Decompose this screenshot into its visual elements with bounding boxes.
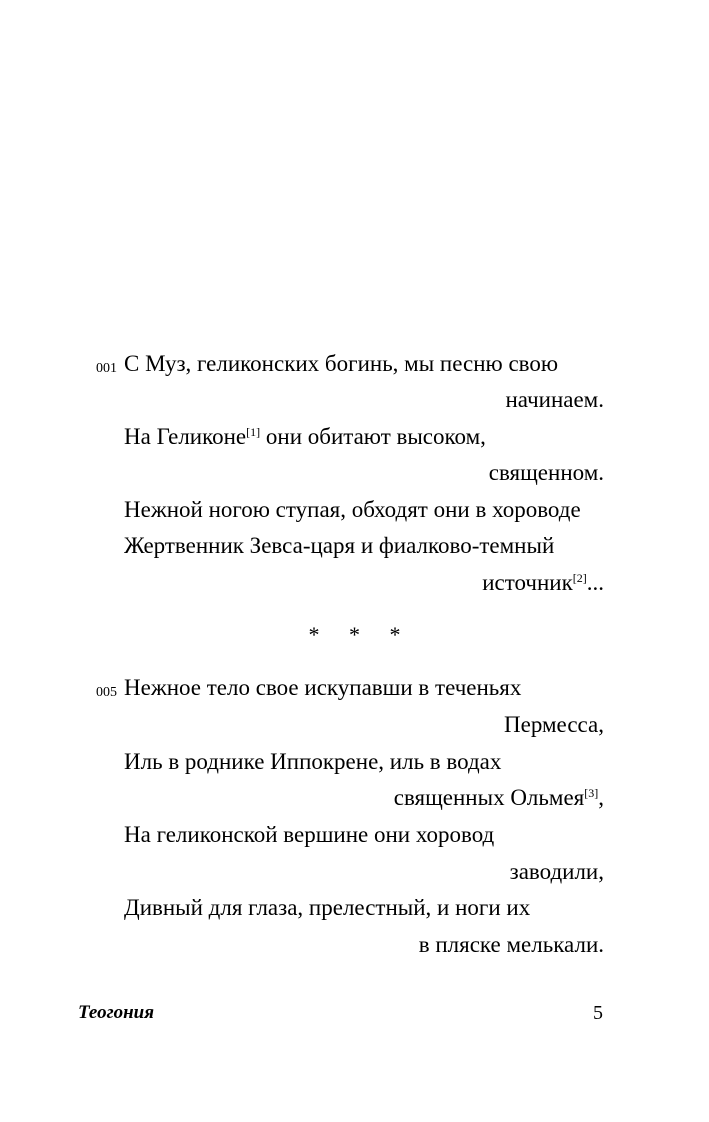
verse-line: С Муз, геликонских богинь, мы песню свою	[124, 351, 559, 376]
verse-line: Нежное тело свое искупавши в теченьях	[124, 675, 522, 700]
verse-line-continuation: заводили,	[509, 859, 604, 884]
verse-line-continuation	[394, 779, 604, 816]
verse-line: Жертвенник Зевса-царя и фиалково-темный	[124, 533, 555, 558]
footnote-link[interactable]: [2]	[572, 571, 587, 585]
verse-line	[124, 418, 486, 455]
verse-line: Дивный для глаза, прелестный, и ноги их	[124, 895, 531, 920]
verse-text: На Геликоне	[124, 424, 247, 449]
line-number: 005	[96, 685, 117, 700]
footnote-link[interactable]: [1]	[246, 425, 261, 439]
verse-line: Иль в роднике Иппокрене, иль в водах	[124, 749, 502, 774]
line-number: 001	[96, 361, 117, 376]
separator-star: *	[308, 622, 320, 647]
verse-line-continuation: священном.	[488, 460, 604, 485]
verse-line-continuation: Пермесса,	[504, 712, 604, 737]
page-number: 5	[593, 1002, 603, 1024]
verse-text: ...	[586, 570, 604, 595]
verse-line: Нежной ногою ступая, обходят они в хороводе	[124, 497, 581, 522]
footnote-link[interactable]: [3]	[584, 786, 599, 800]
separator-star: *	[389, 622, 401, 647]
separator-star: *	[349, 622, 360, 647]
verse-text: священных Ольмея	[393, 785, 585, 810]
verse-text: они обитают высоком,	[260, 424, 486, 449]
verse-line-continuation: начинаем.	[505, 387, 604, 412]
verse-line-continuation	[482, 564, 604, 601]
section-separator	[0, 620, 709, 650]
verse-text: ,	[598, 785, 604, 810]
verse-line: На геликонской вершине они хоровод	[124, 822, 495, 847]
verse-text: источник	[482, 570, 573, 595]
running-footer-title: Теогония	[78, 1002, 155, 1023]
verse-line-continuation: в пляске мелькали.	[418, 932, 604, 957]
